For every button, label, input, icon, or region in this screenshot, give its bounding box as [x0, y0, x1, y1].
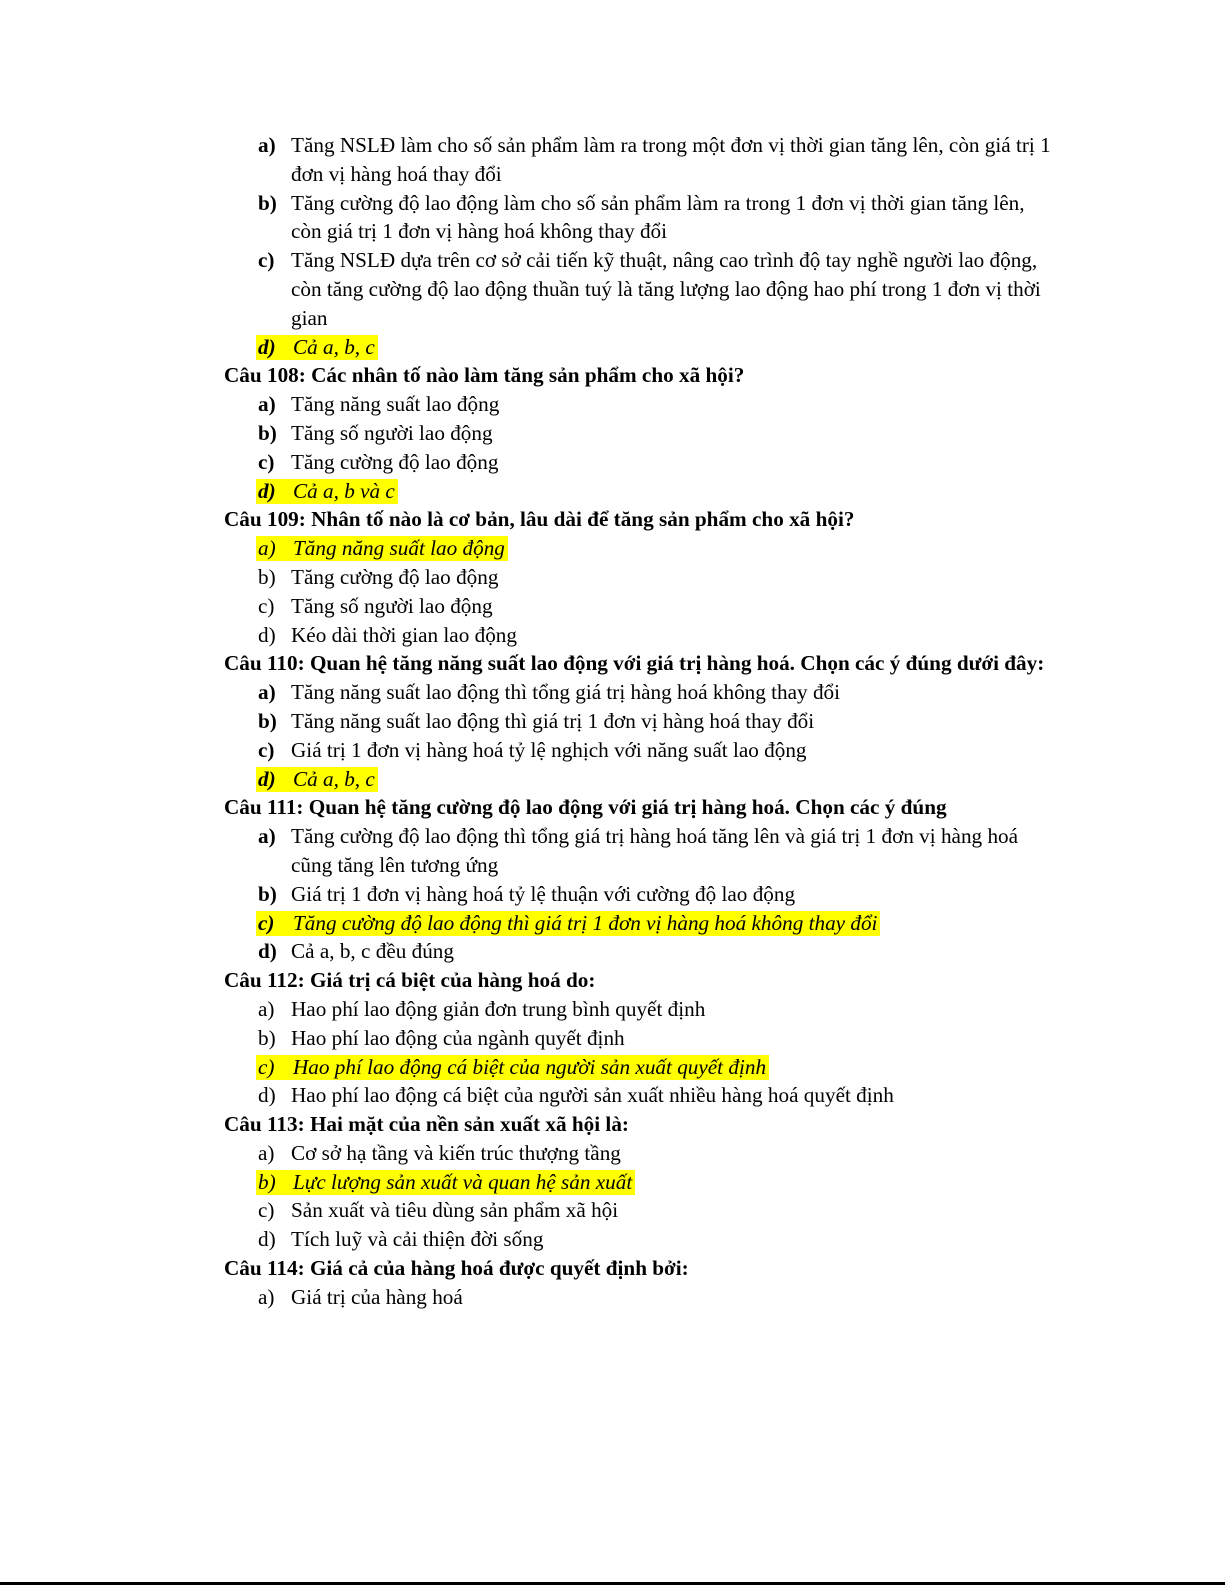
question-title: Câu 113: Hai mặt của nền sản xuất xã hội là:	[224, 1112, 629, 1137]
option-text: Cả a, b, c	[293, 766, 375, 791]
option-label: a)	[258, 536, 276, 561]
option-c	[0, 592, 1225, 621]
option-text: Tăng số người lao động	[291, 420, 493, 445]
correct-answer-highlight	[256, 911, 880, 936]
question-title: Câu 109: Nhân tố nào là cơ bản, lâu dài để tăng sản phẩm cho xã hội?	[224, 507, 855, 532]
option-d	[0, 621, 1225, 650]
option-label: c)	[258, 449, 275, 474]
option-label: b)	[258, 420, 277, 445]
question-title: Câu 108: Các nhân tố nào làm tăng sản phẩm cho xã hội?	[224, 363, 745, 388]
option-text-continued: còn giá trị 1 đơn vị hàng hoá không thay đổi	[291, 219, 668, 244]
option-text-continued: còn tăng cường độ lao động thuần tuý là tăng lượng lao động hao phí trong 1 đơn vị thời	[291, 276, 1041, 301]
question-title: Câu 110: Quan hệ tăng năng suất lao động với giá trị hàng hoá. Chọn các ý đúng dưới đây:	[224, 651, 1045, 676]
option-text: Tăng năng suất lao động	[291, 392, 500, 417]
correct-answer-highlight	[256, 767, 378, 792]
option-a	[0, 822, 1225, 851]
option-d-correct	[0, 477, 1225, 506]
option-text: Tăng số người lao động	[291, 593, 493, 618]
option-b	[0, 419, 1225, 448]
option-text: Tăng cường độ lao động	[291, 449, 499, 474]
correct-answer-highlight	[256, 1055, 769, 1080]
question-107-tail	[0, 131, 1225, 361]
option-text: Tích luỹ và cải thiện đời sống	[291, 1227, 544, 1252]
option-a	[0, 1139, 1225, 1168]
option-text: Hao phí lao động của ngành quyết định	[291, 1025, 625, 1050]
option-label: d)	[258, 334, 276, 359]
option-b-correct	[0, 1168, 1225, 1197]
option-d-correct	[0, 333, 1225, 362]
option-label: c)	[258, 248, 275, 273]
option-text: Giá trị 1 đơn vị hàng hoá tỷ lệ thuận với cường độ lao động	[291, 881, 796, 906]
option-label: d)	[258, 1083, 276, 1108]
question-111	[0, 793, 1225, 966]
option-label: b)	[258, 708, 277, 733]
option-label: d)	[258, 939, 277, 964]
option-d	[0, 1081, 1225, 1110]
option-label: c)	[258, 593, 275, 618]
option-c-correct	[0, 909, 1225, 938]
option-text: Hao phí lao động cá biệt của người sản xuất quyết định	[293, 1054, 767, 1079]
option-b	[0, 1024, 1225, 1053]
option-a	[0, 678, 1225, 707]
option-text: Cả a, b, c đều đúng	[291, 939, 454, 964]
option-label: d)	[258, 622, 276, 647]
question-110	[0, 649, 1225, 793]
option-text: Tăng cường độ lao động làm cho số sản phẩm làm ra trong 1 đơn vị thời gian tăng lên,	[291, 190, 1025, 215]
option-d-correct	[0, 765, 1225, 794]
option-text: Tăng cường độ lao động thì giá trị 1 đơn vị hàng hoá không thay đổi	[293, 910, 878, 935]
option-b	[0, 563, 1225, 592]
question-114	[0, 1254, 1225, 1312]
option-text: Cơ sở hạ tầng và kiến trúc thượng tầng	[291, 1140, 621, 1165]
option-label: d)	[258, 1227, 276, 1252]
option-text-continued: cũng tăng lên tương ứng	[291, 852, 499, 877]
option-label: c)	[258, 1054, 275, 1079]
option-a-correct	[0, 534, 1225, 563]
document-page	[0, 131, 1225, 1312]
option-text: Kéo dài thời gian lao động	[291, 622, 517, 647]
option-d	[0, 937, 1225, 966]
option-text: Giá trị của hàng hoá	[291, 1284, 463, 1309]
option-label: a)	[258, 392, 276, 417]
option-text: Tăng cường độ lao động thì tổng giá trị hàng hoá tăng lên và giá trị 1 đơn vị hàng hoá	[291, 824, 1019, 849]
question-title: Câu 112: Giá trị cá biệt của hàng hoá do:	[224, 968, 596, 993]
option-text: Tăng năng suất lao động	[293, 536, 505, 561]
option-c	[0, 736, 1225, 765]
option-label: b)	[258, 564, 276, 589]
option-label: a)	[258, 133, 276, 157]
option-text-continued: gian	[291, 305, 328, 330]
option-label: d)	[258, 478, 276, 503]
option-label: b)	[258, 190, 277, 215]
correct-answer-highlight	[256, 1170, 635, 1195]
option-a	[0, 390, 1225, 419]
question-112	[0, 966, 1225, 1110]
question-113	[0, 1110, 1225, 1254]
correct-answer-highlight	[256, 536, 508, 561]
option-d	[0, 1225, 1225, 1254]
option-c	[0, 448, 1225, 477]
option-text: Cả a, b, c	[293, 334, 375, 359]
question-108	[0, 361, 1225, 505]
option-text: Tăng năng suất lao động thì tổng giá trị hàng hoá không thay đổi	[291, 680, 841, 705]
correct-answer-highlight	[256, 479, 398, 504]
option-text: Hao phí lao động giản đơn trung bình quyết định	[291, 996, 706, 1021]
option-text: Tăng NSLĐ dựa trên cơ sở cải tiến kỹ thuật, nâng cao trình độ tay nghề người lao động,	[291, 248, 1038, 273]
option-text-continued: đơn vị hàng hoá thay đổi	[291, 161, 502, 186]
option-b	[0, 189, 1225, 218]
option-text: Tăng năng suất lao động thì giá trị 1 đơn vị hàng hoá thay đổi	[291, 708, 815, 733]
question-title: Câu 114: Giá cả của hàng hoá được quyết định bởi:	[224, 1256, 689, 1281]
option-label: a)	[258, 824, 276, 849]
correct-answer-highlight	[256, 335, 378, 360]
option-b	[0, 707, 1225, 736]
option-text: Cả a, b và c	[293, 478, 395, 503]
option-label: a)	[258, 996, 275, 1021]
option-label: c)	[258, 910, 275, 935]
question-109	[0, 505, 1225, 649]
option-label: b)	[258, 881, 277, 906]
question-title: Câu 111: Quan hệ tăng cường độ lao động với giá trị hàng hoá. Chọn các ý đúng	[224, 795, 947, 820]
option-text: Lực lượng sản xuất và quan hệ sản xuất	[293, 1169, 633, 1194]
option-label: b)	[258, 1169, 276, 1194]
option-label: c)	[258, 1198, 275, 1223]
option-a	[0, 995, 1225, 1024]
option-b	[0, 880, 1225, 909]
option-label: a)	[258, 1140, 275, 1165]
option-text: Hao phí lao động cá biệt của người sản xuất nhiều hàng hoá quyết định	[291, 1083, 894, 1108]
option-label: d)	[258, 766, 276, 791]
option-text: Giá trị 1 đơn vị hàng hoá tỷ lệ nghịch với năng suất lao động	[291, 737, 807, 762]
option-label: a)	[258, 680, 276, 705]
option-a	[0, 1283, 1225, 1312]
option-c-correct	[0, 1053, 1225, 1082]
option-label: b)	[258, 1025, 276, 1050]
option-c	[0, 1196, 1225, 1225]
option-a	[0, 131, 1225, 160]
option-label: c)	[258, 737, 275, 762]
option-c	[0, 246, 1225, 275]
option-label: a)	[258, 1284, 275, 1309]
option-text: Tăng cường độ lao động	[291, 564, 499, 589]
option-text: Sản xuất và tiêu dùng sản phẩm xã hội	[291, 1198, 619, 1223]
option-text: Tăng NSLĐ làm cho số sản phẩm làm ra trong một đơn vị thời gian tăng lên, còn giá trị 1	[291, 133, 1051, 157]
